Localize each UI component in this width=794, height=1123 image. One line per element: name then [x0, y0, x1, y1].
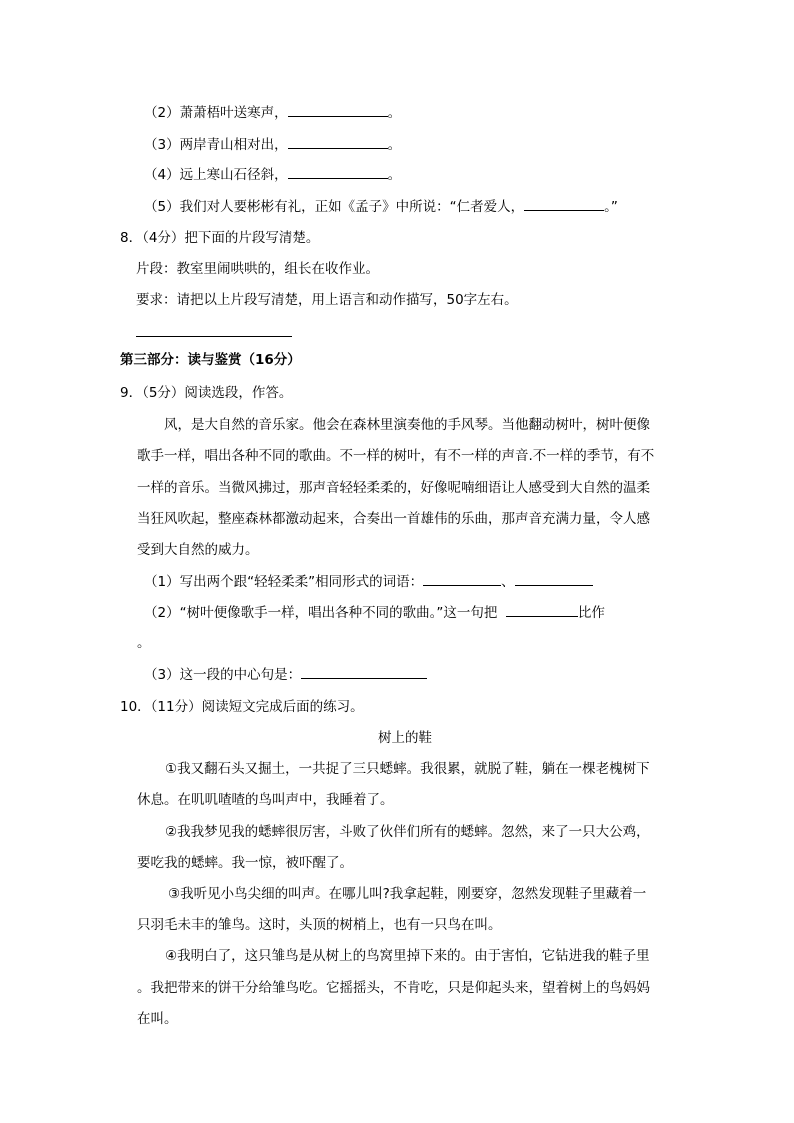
q9-passage-line: 歌手一样，唱出各种不同的歌曲。不一样的树叶，有不一样的声音.不一样的季节，有不	[137, 448, 655, 464]
q8-title: 8．（4分）把下面的片段写清楚。	[120, 230, 320, 246]
story-title: 树上的鞋	[378, 730, 432, 746]
story-paragraph-line: ②我我梦见我的蟋蟀很厉害，斗败了伙伴们所有的蟋蟀。忽然，来了一只大公鸡，	[165, 824, 650, 840]
answer-blank[interactable]	[524, 196, 604, 211]
poem-item-2: （2）萧萧梧叶送寒声， 。	[144, 102, 401, 123]
q9-passage-line: 风，是大自然的音乐家。他会在森林里演奏他的手风琴。当他翻动树叶，树叶便像	[164, 417, 650, 433]
q9-passage-line: 当狂风吹起，整座森林都激动起来，合奏出一首雄伟的乐曲，那声音充满力量，令人感	[137, 511, 650, 527]
q9-passage-line: 受到大自然的威力。	[137, 542, 259, 558]
answer-blank[interactable]	[423, 571, 501, 586]
q8-answer-line[interactable]	[136, 320, 292, 337]
story-paragraph-line: 在叫。	[137, 1011, 178, 1027]
story-paragraph-line: 休息。在叽叽喳喳的鸟叫声中，我睡着了。	[137, 792, 394, 808]
story-paragraph-line: ①我又翻石头又掘土，一共捉了三只蟋蟀。我很累，就脱了鞋，躺在一棵老槐树下	[165, 761, 650, 777]
story-paragraph-line: ③我听见小鸟尖细的叫声。在哪儿叫?我拿起鞋，刚要穿，忽然发现鞋子里藏着一	[168, 886, 647, 902]
poem-item-5: （5）我们对人要彬彬有礼，正如《孟子》中所说：“仁者爱人， 。”	[144, 196, 618, 217]
poem-item-4: （4）远上寒山石径斜， 。	[144, 164, 401, 185]
answer-blank[interactable]	[288, 134, 388, 149]
story-paragraph-line: 。我把带来的饼干分给雏鸟吃。它摇摇头，不肯吃，只是仰起头来，望着树上的鸟妈妈	[137, 980, 650, 996]
q8-fragment: 片段：教室里闹哄哄的，组长在收作业。	[136, 261, 379, 277]
answer-blank[interactable]	[515, 571, 593, 586]
q9-sub2-cont: 。	[137, 635, 151, 651]
q10-title: 10．（11分）阅读短文完成后面的练习。	[120, 699, 364, 715]
q9-passage-line: 一样的音乐。当微风拂过，那声音轻轻柔柔的，好像呢喃细语让人感受到大自然的温柔	[137, 480, 650, 496]
section-3-title: 第三部分：读与鉴赏（16分）	[120, 352, 301, 368]
story-paragraph-line: ④我明白了，这只雏鸟是从树上的鸟窝里掉下来的。由于害怕，它钻进我的鞋子里	[165, 948, 650, 964]
poem-item-3: （3）两岸青山相对出， 。	[144, 134, 401, 155]
q9-sub1: （1）写出两个跟“轻轻柔柔”相同形式的词语： 、	[144, 571, 593, 592]
answer-blank[interactable]	[506, 602, 578, 617]
q9-title: 9．（5分）阅读选段，作答。	[120, 385, 293, 401]
answer-blank[interactable]	[288, 164, 388, 179]
q9-sub2: （2）“树叶便像歌手一样，唱出各种不同的歌曲。”这一句把 比作	[144, 602, 605, 623]
story-paragraph-line: 要吃我的蟋蟀。我一惊，被吓醒了。	[137, 855, 353, 871]
story-paragraph-line: 只羽毛未丰的雏鸟。这时，头顶的树梢上，也有一只鸟在叫。	[137, 917, 502, 933]
answer-blank[interactable]	[288, 102, 388, 117]
answer-blank[interactable]	[301, 664, 427, 679]
q8-requirement: 要求：请把以上片段写清楚，用上语言和动作描写，50字左右。	[136, 292, 518, 308]
q9-sub3: （3）这一段的中心句是：	[144, 664, 427, 685]
